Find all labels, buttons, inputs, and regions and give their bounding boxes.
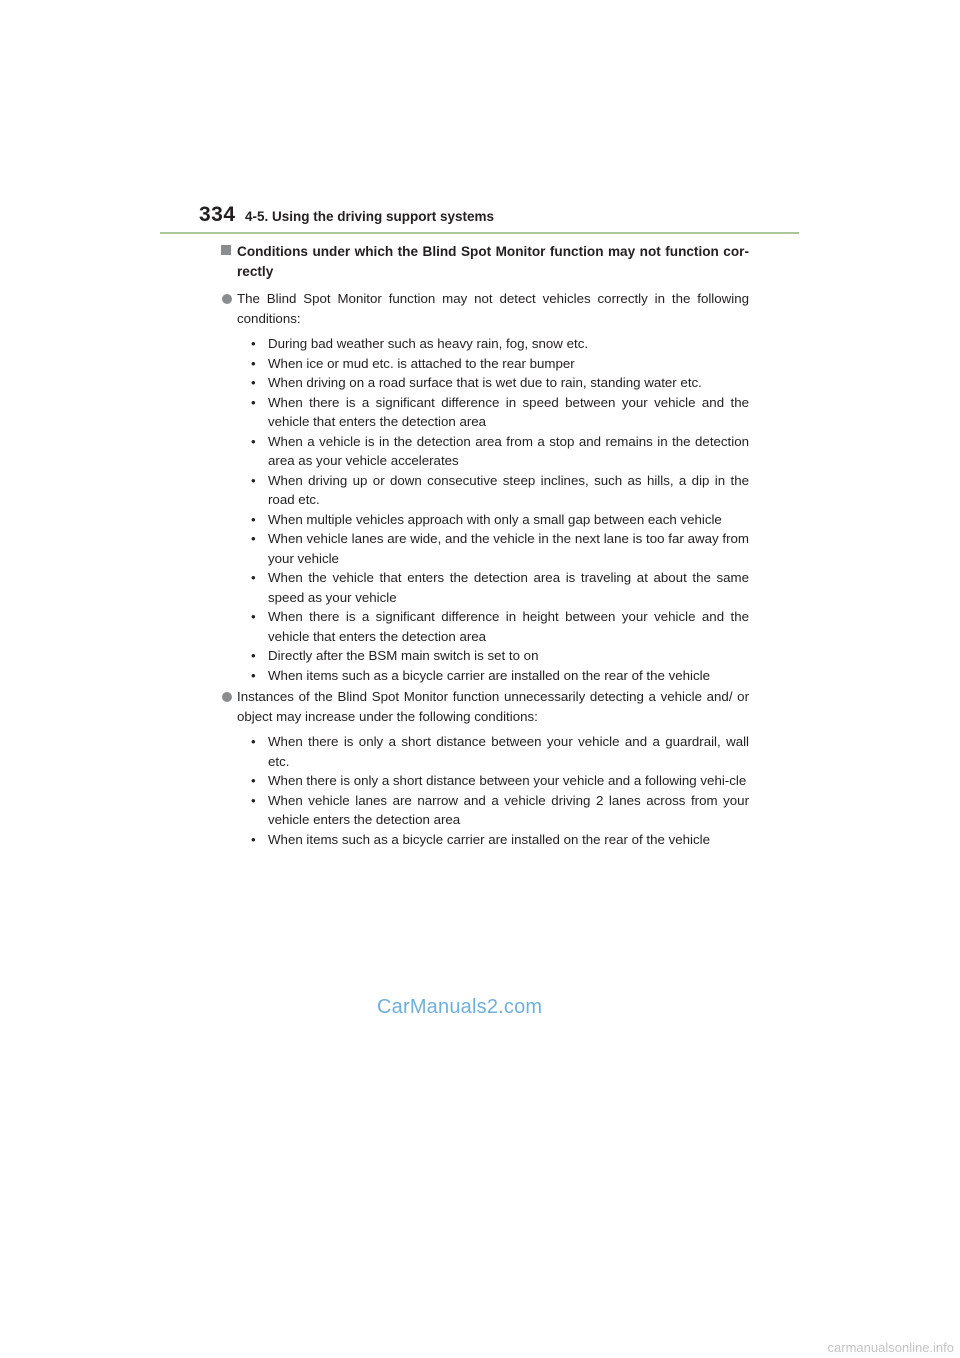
- circle-bullet-icon: [222, 294, 232, 304]
- watermark-logo: CarManuals2.com: [377, 996, 543, 1018]
- sub-list-item: • When vehicle lanes are narrow and a vehicle driving 2 lanes across from your vehicle enters the detection area: [251, 792, 749, 827]
- sub-list-item: • When a vehicle is in the detection area from a stop and remains in the detection area as your vehicle accelerates: [251, 433, 749, 468]
- sub-list-item: • When there is a significant difference in speed between your vehicle and the vehicle that enters the detection area: [251, 394, 749, 429]
- sub-list-item: • When there is only a short distance between your vehicle and a guardrail, wall etc.: [251, 734, 749, 769]
- sub-list-item: • Directly after the BSM main switch is set to on: [251, 648, 539, 663]
- sub-list-item: • When items such as a bicycle carrier are installed on the rear of the vehicle: [251, 831, 710, 847]
- footer-url: carmanualsonline.info: [827, 1340, 954, 1355]
- sub-list-item: • When driving up or down consecutive steep inclines, such as hills, a dip in the road etc.: [251, 472, 749, 507]
- list-item-1: [221, 687, 749, 849]
- square-bullet-icon: [221, 245, 231, 255]
- sub-list-item: • When there is only a short distance between your vehicle and a following vehi-cle: [251, 773, 747, 788]
- section-heading: [221, 242, 749, 282]
- sub-list-item: • When items such as a bicycle carrier are installed on the rear of the vehicle: [251, 667, 710, 683]
- sub-list-item: • When multiple vehicles approach with only a small gap between each vehicle: [251, 511, 722, 527]
- header-divider: [160, 232, 799, 234]
- sub-list: [237, 732, 749, 849]
- sub-list-item: • When the vehicle that enters the detection area is traveling at about the same speed as your vehicle: [251, 570, 749, 605]
- sub-list-item: • When vehicle lanes are wide, and the vehicle in the next lane is too far away from your vehicle: [251, 531, 749, 566]
- sub-list-item: • When there is a significant difference in height between your vehicle and the vehicle that enters the detection area: [251, 609, 749, 644]
- page-number: 334: [199, 203, 236, 226]
- circle-bullet-icon: [222, 692, 232, 702]
- list-item-text: Instances of the Blind Spot Monitor function unnecessarily detecting a vehicle and/ or object may increase under the following conditions:: [237, 689, 749, 724]
- sub-list: [237, 334, 749, 685]
- section-heading-text: Conditions under which the Blind Spot Monitor function may not function cor-rectly: [237, 244, 749, 279]
- sub-list-item: • During bad weather such as heavy rain, fog, snow etc.: [251, 336, 589, 351]
- sub-list-item: • When ice or mud etc. is attached to the rear bumper: [251, 355, 575, 371]
- page-content: [221, 242, 749, 851]
- section-title: 4-5. Using the driving support systems: [245, 209, 495, 224]
- page-header: [199, 203, 799, 233]
- list-item-0: [221, 289, 749, 685]
- sub-list-item: • When driving on a road surface that is wet due to rain, standing water etc.: [251, 375, 702, 390]
- list-item-text: The Blind Spot Monitor function may not detect vehicles correctly in the following conditions:: [237, 291, 749, 326]
